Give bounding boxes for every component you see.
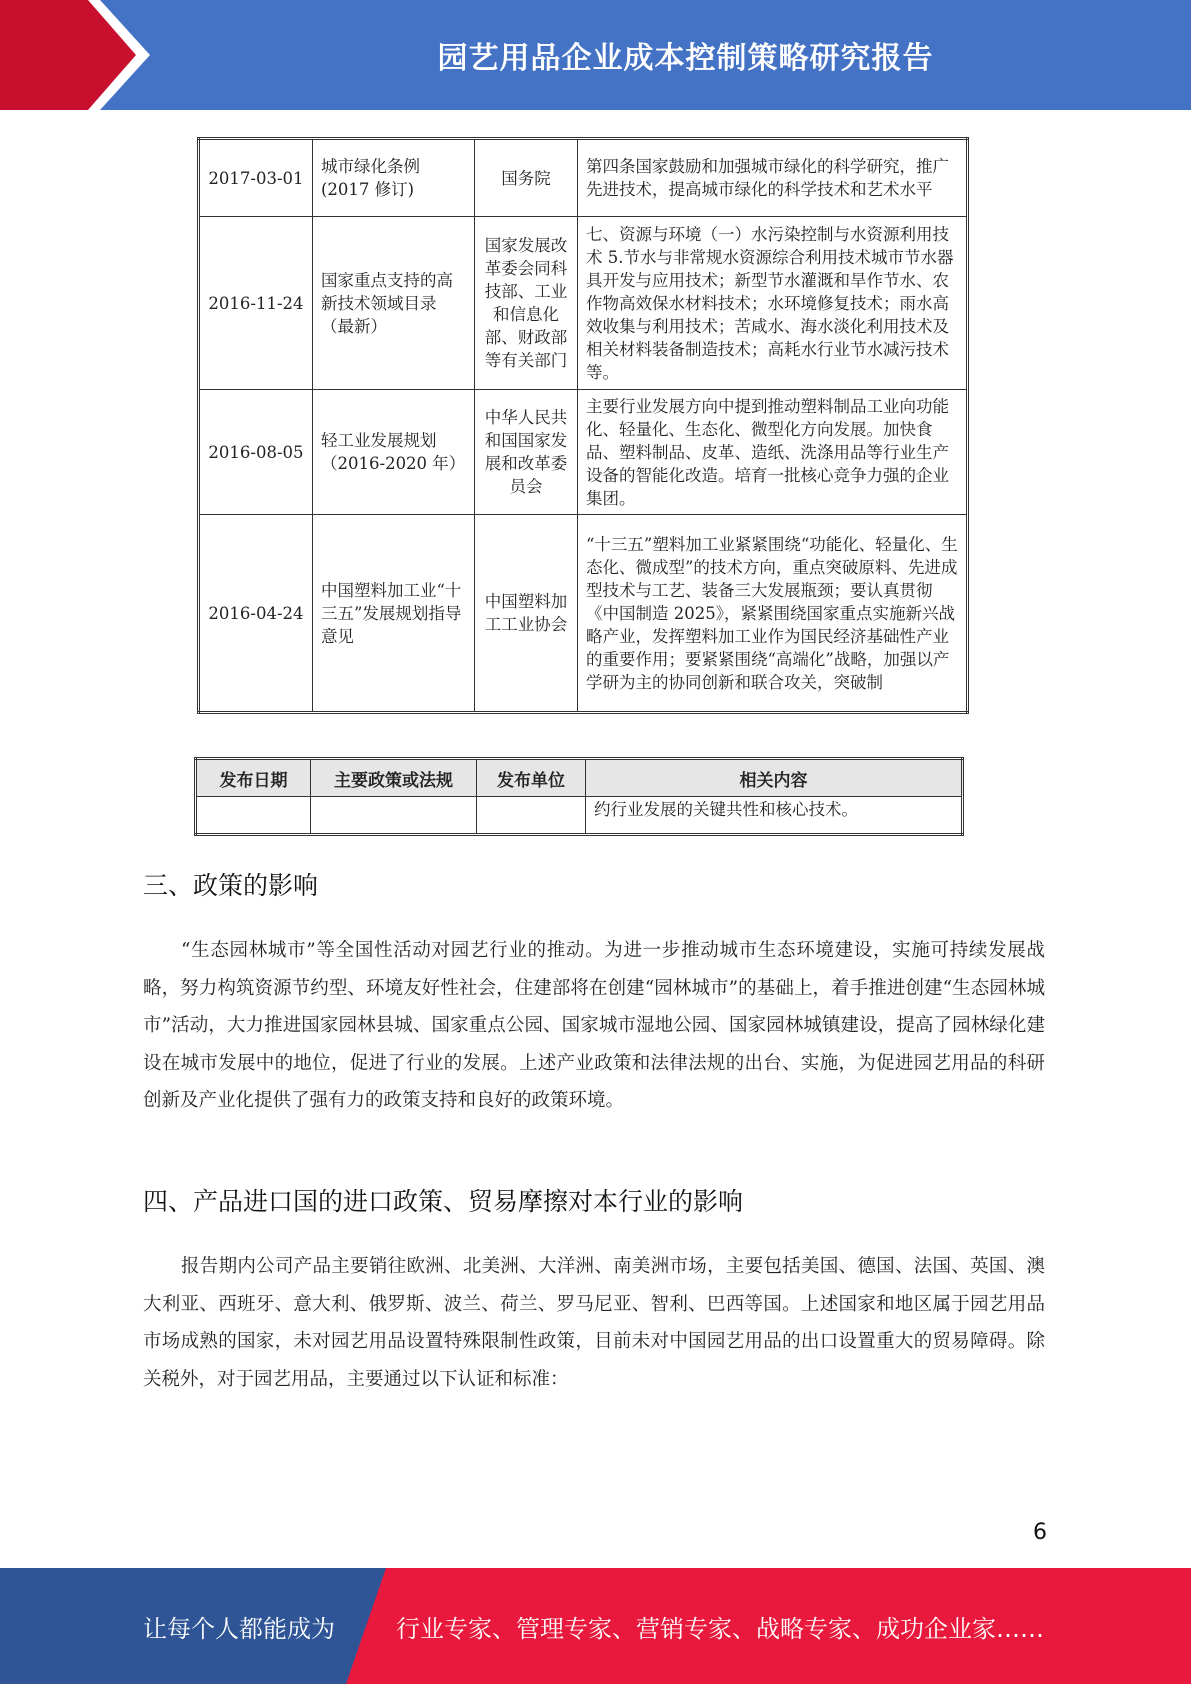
cell-content: 约行业发展的关键共性和核心技术。 [586,797,963,835]
cell-date: 2016-11-24 [199,217,313,390]
cell-policy-name: 国家重点支持的高新技术领域目录（最新） [313,217,475,390]
table-row [199,390,968,515]
cell-issuer: 国家发展改革委会同科技部、工业和信息化部、财政部等有关部门 [475,217,578,390]
column-header: 相关内容 [586,759,963,797]
cell-date: 2016-04-24 [199,515,313,713]
cell-policy-name: 城市绿化条例(2017 修订) [313,139,475,217]
section-heading-policy-impact: 三、政策的影响 [143,871,319,900]
cell-date [196,797,311,835]
footer-slogan-right: 行业专家、管理专家、营销专家、战略专家、成功企业家…… [396,1614,1044,1643]
table-row [196,797,963,835]
section-paragraph-policy-impact: “生态园林城市”等全国性活动对园艺行业的推动。为进一步推动城市生态环境建设，实施可持续发展战略，努力构筑资源节约型、环境友好性社会，住建部将在创建“园林城市”的基础上，着手推进创建“生态园林城市”活动，大力推进国家园林县城、国家重点公园、国家城市湿地公园、国家园林城镇建设，提高了园林绿化建设在城市发展中的地位，促进了行业的发展。上述产业政策和法律法规的出台、实施，为促进园艺用品的科研创新及产业化提供了强有力的政策支持和良好的政策环境。 [143,940,1045,1111]
table-row [199,217,968,390]
cell-issuer [477,797,586,835]
cell-content: “十三五”塑料加工业紧紧围绕“功能化、轻量化、生态化、微成型”的技术方向，重点突破原料、先进成型技术与工艺、装备三大发展瓶颈；要认真贯彻《中国制造 2025》，紧紧围绕国家重点实施新兴战略产业，发挥塑料加工业作为国民经济基础性产业的重要作用；要紧紧围绕“高端化”战略，加强以产学研为主的协同创新和联合攻关，突破制 [578,515,968,713]
table-header-row [196,759,963,797]
page-header [0,0,1191,110]
cell-issuer: 中华人民共和国国家发展和改革委员会 [475,390,578,515]
cell-policy-name: 轻工业发展规划（2016-2020 年） [313,390,475,515]
footer-slogan-left: 让每个人都能成为 [143,1614,335,1643]
column-header: 发布日期 [196,759,311,797]
cell-date: 2016-08-05 [199,390,313,515]
page-number: 6 [1033,1520,1047,1545]
cell-content: 第四条国家鼓励和加强城市绿化的科学研究，推广先进技术，提高城市绿化的科学技术和艺术水平 [578,139,968,217]
section-paragraph-import-policy: 报告期内公司产品主要销往欧洲、北美洲、大洋洲、南美洲市场，主要包括美国、德国、法国、英国、澳大利亚、西班牙、意大利、俄罗斯、波兰、荷兰、罗马尼亚、智利、巴西等国。上述国家和地区属于园艺用品市场成熟的国家，未对园艺用品设置特殊限制性政策，目前未对中国园艺用品的出口设置重大的贸易障碍。除关税外，对于园艺用品，主要通过以下认证和标准： [143,1256,1045,1390]
cell-issuer: 中国塑料加工工业协会 [475,515,578,713]
column-header: 发布单位 [477,759,586,797]
column-header: 主要政策或法规 [311,759,477,797]
cell-policy-name [311,797,477,835]
table-row [199,139,968,217]
cell-content: 主要行业发展方向中提到推动塑料制品工业向功能化、轻量化、生态化、微型化方向发展。加快食品、塑料制品、皮革、造纸、洗涤用品等行业生产设备的智能化改造。培育一批核心竞争力强的企业集团。 [578,390,968,515]
policy-table [197,137,969,714]
header-chevron-decoration [0,0,200,110]
table-row [199,515,968,713]
cell-policy-name: 中国塑料加工业“十三五”发展规划指导意见 [313,515,475,713]
cell-content: 七、资源与环境（一）水污染控制与水资源利用技术 5.节水与非常规水资源综合利用技术城市节水器具开发与应用技术；新型节水灌溉和旱作节水、农作物高效保水材料技术；水环境修复技术；雨水高效收集与利用技术；苦咸水、海水淡化利用技术及相关材料装备制造技术；高耗水行业节水减污技术等。 [578,217,968,390]
cell-issuer: 国务院 [475,139,578,217]
policy-table-continued [194,757,964,836]
cell-date: 2017-03-01 [199,139,313,217]
section-heading-import-policy: 四、产品进口国的进口政策、贸易摩擦对本行业的影响 [143,1187,744,1216]
page-footer [0,1568,1191,1684]
report-title: 园艺用品企业成本控制策略研究报告 [437,41,934,76]
